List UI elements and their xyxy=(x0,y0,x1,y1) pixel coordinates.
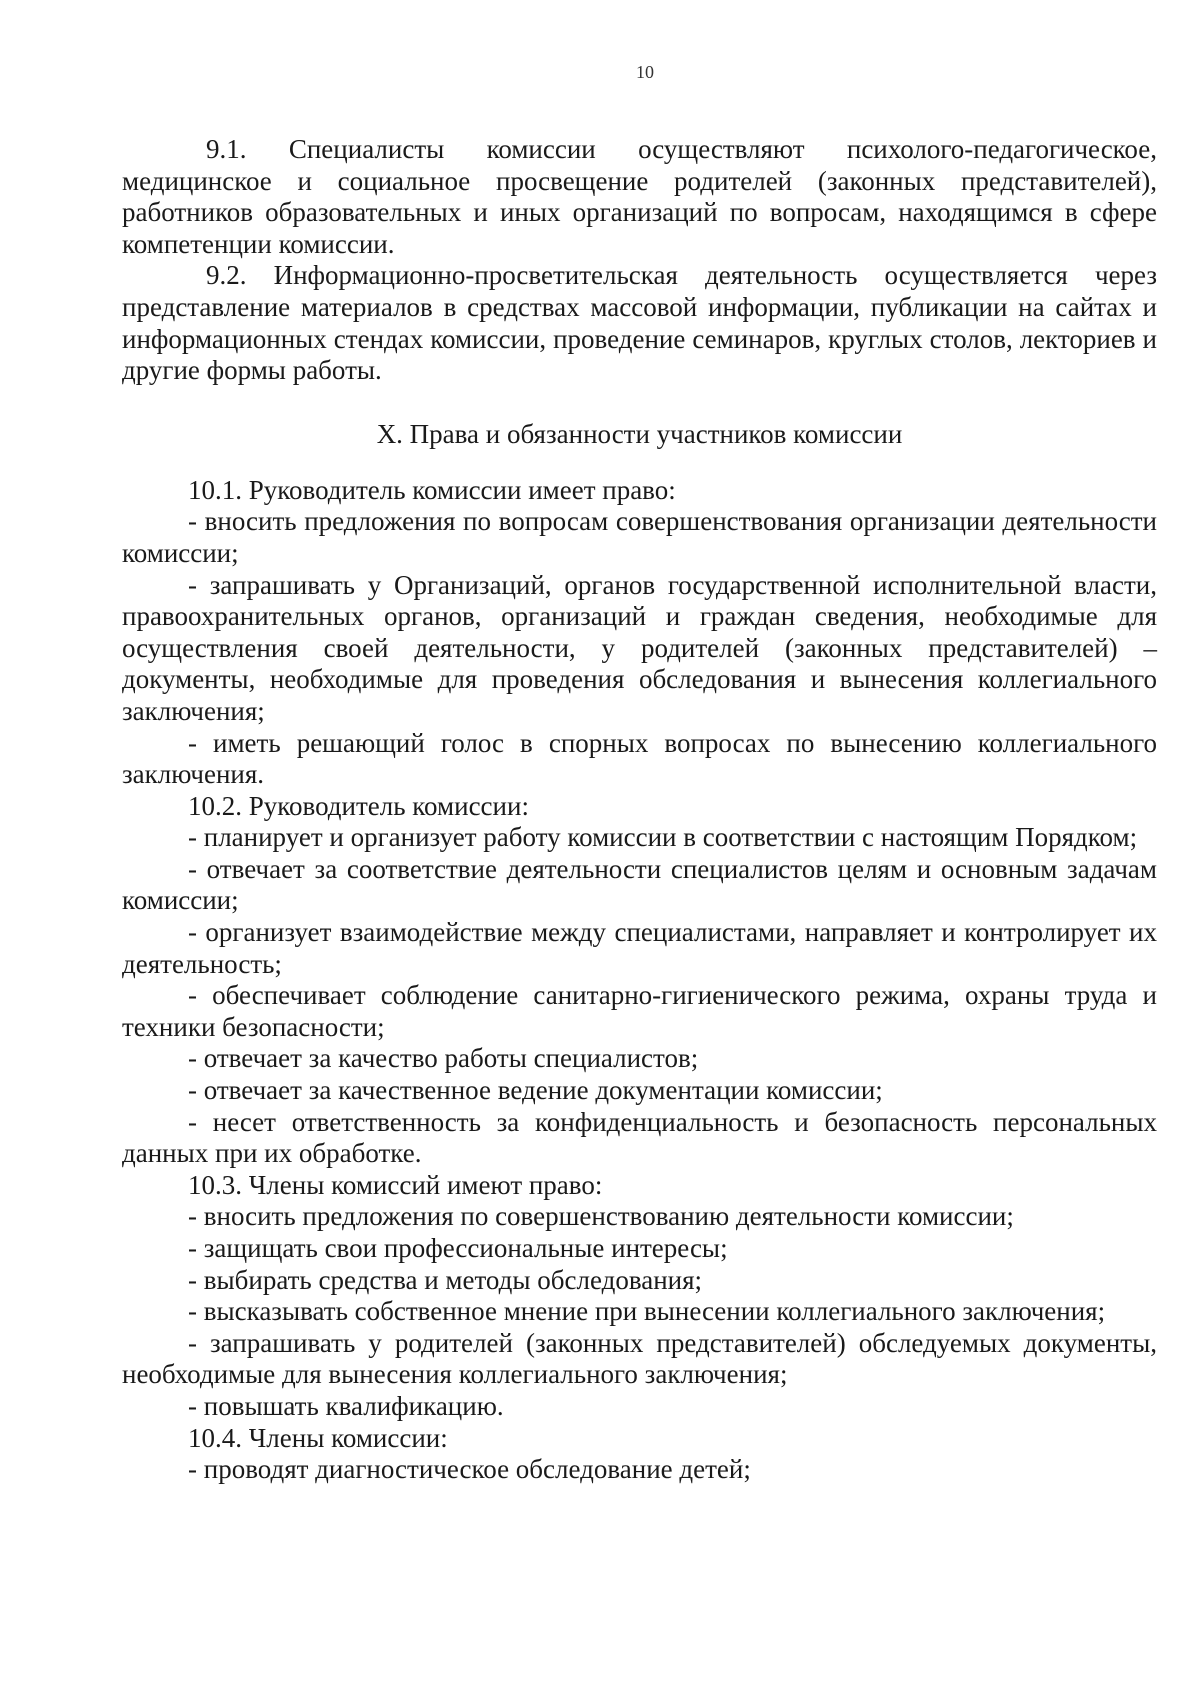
paragraph-9-2: 9.2. Информационно-просветительская деятельность осуществляется через представление материалов в средствах массовой информации, публикации на сайтах и информационных стендах комиссии, проведение семинаров, круглых столов, лекториев и другие формы работы. xyxy=(122,260,1157,386)
paragraph-9-1: 9.1. Специалисты комиссии осуществляют психолого-педагогическое, медицинское и социальное просвещение родителей (законных представителей), работников образовательных и иных организаций по вопросам, находящимся в сфере компетенции комиссии. xyxy=(122,134,1157,259)
list-item: - проводят диагностическое обследование детей; xyxy=(188,1454,751,1485)
list-item: - отвечает за качественное ведение документации комиссии; xyxy=(188,1075,883,1106)
document-body xyxy=(122,134,1157,1486)
list-item: - отвечает за качество работы специалистов; xyxy=(188,1043,699,1074)
list-item: - обеспечивает соблюдение санитарно-гигиенического режима, охраны труда и техники безопасности; xyxy=(122,980,1157,1042)
list-item: - защищать свои профессиональные интересы; xyxy=(188,1233,728,1263)
list-item: - несет ответственность за конфиденциальность и безопасность персональных данных при их обработке. xyxy=(122,1106,1157,1169)
section-heading: X. Права и обязанности участников комиссии xyxy=(376,418,903,449)
list-item: - вносить предложения по совершенствованию деятельности комиссии; xyxy=(188,1201,1014,1232)
paragraph-10-1: 10.1. Руководитель комиссии имеет право: xyxy=(188,474,676,505)
list-item: - запрашивать у родителей (законных представителей) обследуемых документы, необходимые для вынесения коллегиального заключения; xyxy=(122,1327,1157,1390)
list-item: - планирует и организует работу комиссии в соответствии с настоящим Порядком; xyxy=(188,822,1138,853)
list-item: - высказывать собственное мнение при вынесении коллегиального заключения; xyxy=(188,1296,1106,1327)
paragraph-10-4: 10.4. Члены комиссии: xyxy=(188,1422,448,1453)
list-item: - организует взаимодействие между специалистами, направляет и контролирует их деятельность; xyxy=(122,917,1157,979)
list-item: - запрашивать у Организаций, органов государственной исполнительной власти, правоохранительных органов, организаций и граждан сведения, необходимые для осуществления своей деятельности, у родителей (законных представителей) – документы, необходимые для проведения обследования и вынесения коллегиального заключения; xyxy=(122,569,1157,726)
list-item: - отвечает за соответствие деятельности специалистов целям и основным задачам комиссии; xyxy=(122,853,1157,916)
paragraph-10-2: 10.2. Руководитель комиссии: xyxy=(188,790,529,821)
paragraph-10-3: 10.3. Члены комиссий имеют право: xyxy=(188,1169,603,1200)
list-item: - вносить предложения по вопросам совершенствования организации деятельности комиссии; xyxy=(122,506,1157,568)
list-item: - повышать квалификацию. xyxy=(188,1390,504,1421)
list-item: - иметь решающий голос в спорных вопросах по вынесению коллегиального заключения. xyxy=(122,727,1157,790)
page-number: 10 xyxy=(636,62,654,82)
list-item: - выбирать средства и методы обследования; xyxy=(188,1264,703,1295)
